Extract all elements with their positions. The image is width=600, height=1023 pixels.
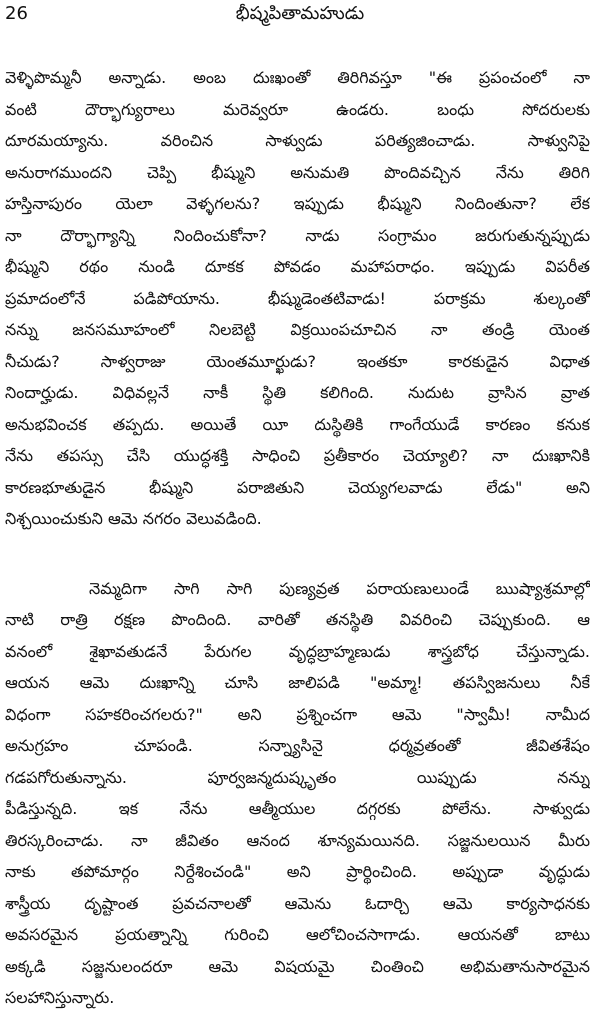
text-line: తిరస్కరించాడు. నా జీవితం ఆనంద శూన్యమయినది. సజ్జనులయిన మీరు <box>5 830 590 850</box>
running-title: భీష్మపితామహుడు <box>235 3 365 24</box>
page-number: 26 <box>5 3 28 24</box>
paragraph-1 <box>5 62 590 535</box>
text-line: ప్రమాదంలోనే పడిపోయాను. భీష్ముడెంతటివాడు! పరాక్రమ శుల్కంతో <box>5 288 590 308</box>
text-line: అక్కడి సజ్జనులందరూ ఆమె విషయమై చింతించి అభిమతానుసారమైన <box>5 956 590 976</box>
text-line: నా దౌర్భాగ్యాన్ని నిందించుకోనా? నాడు సంగ్రామం జరుగుతున్నప్పుడు <box>5 225 590 245</box>
text-line: గడపగోరుతున్నాను. పూర్వజన్మదుష్కృతం యిప్పుడు నన్ను <box>5 767 590 787</box>
text-line: భీష్ముని రథం నుండి దూకక పోవడం మహాపరాధం. ఇప్పుడు విపరీత <box>5 257 590 276</box>
text-line: నన్ను జనసమూహంలో నిలబెట్టి విక్రయింపచూచిన నా తండ్రి యెంత <box>5 320 590 339</box>
text-line: హస్తినాపురం యెలా వెళ్ళగలను? ఇప్పుడు భీష్ముని నిందింతునా? లేక <box>5 194 590 213</box>
text-line: నిశ్చయించుకుని ఆమె నగరం వెలువడింది. <box>5 509 262 528</box>
text-line: కారణభూతుడైన భీష్ముని పరాజితుని చెయ్యగలవాడు లేడు" అని <box>5 477 590 497</box>
text-line: నీచుడు? సాళ్వరాజు యెంతమూర్ఖుడు? ఇంతకూ కారకుడైన విధాత <box>5 351 590 371</box>
text-line: నిందార్హుడు. విధివల్లనే నాకీ స్థితి కలిగింది. నుదుట వ్రాసిన వ్రాత <box>5 383 590 402</box>
text-line: ఆయన ఆమె దుఃఖాన్ని చూసి జాలిపడి "అమ్మా! తపస్విజనులు నీకే <box>5 673 590 692</box>
text-line: సలహానిస్తున్నారు. <box>5 988 115 1007</box>
text-line: అనుభవించక తప్పదు. అయితే యీ దుస్థితికి గాంగేయుడే కారణం కనుక <box>5 414 590 434</box>
page-body <box>5 62 590 1014</box>
paragraph-gap <box>5 535 590 573</box>
text-line: అవసరమైన ప్రయత్నాన్ని గురించి ఆలోచించసాగాడు. ఆయనతో బాటు <box>5 925 590 944</box>
text-line: పీడిస్తున్నది. ఇక నేను ఆత్మీయుల దగ్గరకు పోలేను. సాళ్వుడు <box>5 799 590 818</box>
text-line: వంటి దౌర్భాగ్యురాలు మరెవ్వరూ ఉండరు. బంధు సోదరులకు <box>5 99 590 119</box>
text-line: నాకు తపోమార్గం నిర్దేశించండి" అని ప్రార్థించింది. అప్పుడా వృద్ధుడు <box>5 862 590 881</box>
text-line: విధంగా సహకరించగలరు?" అని ప్రశ్నించగా ఆమె "స్వామీ! నామీద <box>5 704 590 724</box>
text-line: నెమ్మదిగా సాగి సాగి పుణ్యవ్రత పరాయణులుండే ఋష్యాశ్రమాల్లో <box>89 578 590 598</box>
text-line: శాస్త్రీయ దృష్టాంత ప్రవచనాలతో ఆమెను ఓదార్చి ఆమె కార్యసాధనకు <box>5 893 590 913</box>
page-header <box>0 0 600 42</box>
text-line: నేను తపస్సు చేసి యుద్ధశక్తి సాధించి ప్రతీకారం చెయ్యాలి? నా దుఃఖానికి <box>5 446 590 465</box>
paragraph-2 <box>5 573 590 1014</box>
text-line: అనురాగముందని చెప్పి భీష్ముని అనుమతి పొందివచ్చిన నేను తిరిగి <box>5 162 590 182</box>
text-line: అనుగ్రహం చూపండి. సన్న్యాసినై ధర్మవ్రతంతో జీవితశేషం <box>5 736 590 755</box>
text-line: వెళ్ళిపొమ్మనీ అన్నాడు. అంబ దుఃఖంతో తిరిగివస్తూ "ఈ ప్రపంచంలో నా <box>5 68 590 87</box>
text-line: నాటి రాత్రి రక్షణ పొందింది. వారితో తనస్థితి వివరించి చెప్పుకుంది. ఆ <box>5 610 590 629</box>
text-line: దూరమయ్యాను. వరించిన సాళ్వుడు పరిత్యజించాడు. సాళ్వునిపై <box>5 131 590 150</box>
text-line: వనంలో శైఖావతుడనే పేరుగల వృద్ధబ్రాహ్మణుడు శాస్త్రబోధ చేస్తున్నాడు. <box>5 641 590 661</box>
